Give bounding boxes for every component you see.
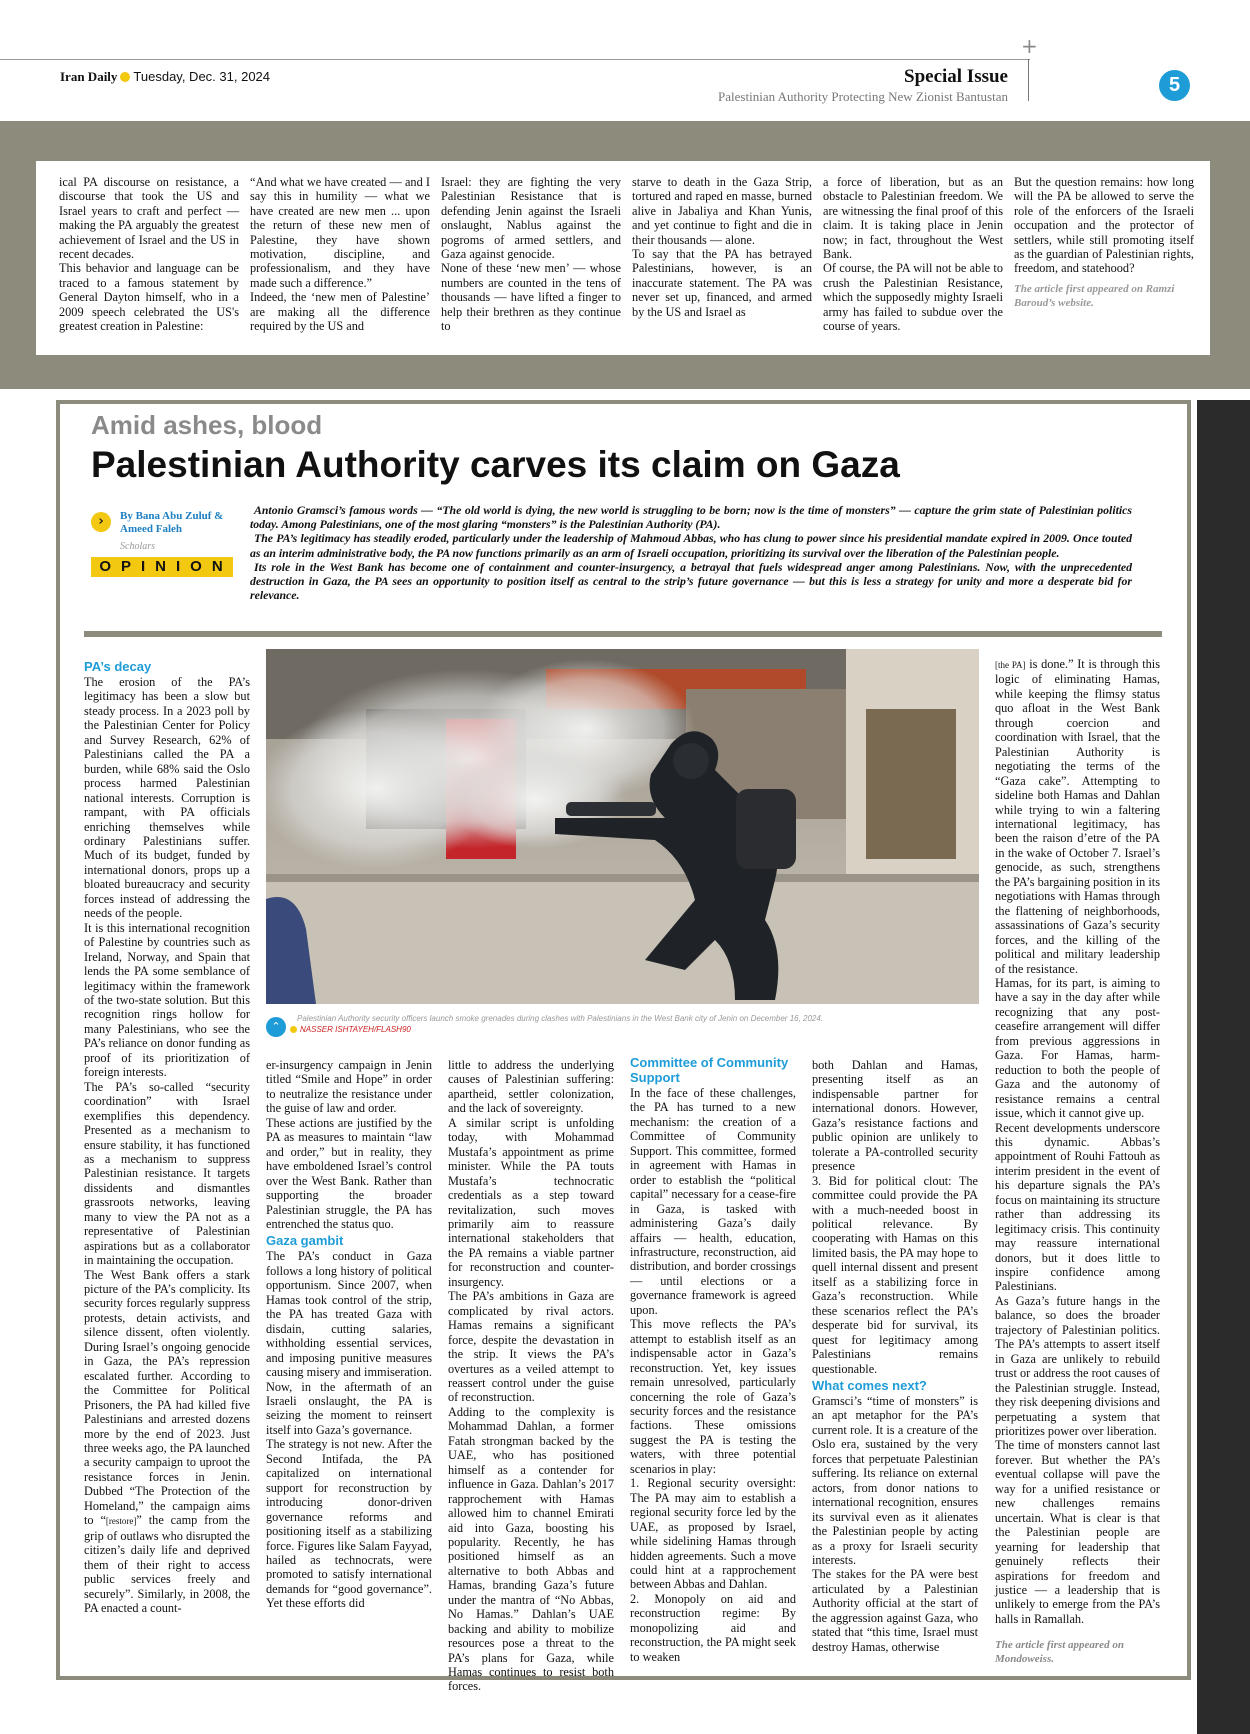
- camera-icon: ⌃: [266, 1017, 286, 1037]
- section-divider: [84, 631, 1162, 637]
- photo-scene: [266, 649, 979, 1004]
- continuation-column: ical PA discourse on resistance, a discourse that took the US and Israel years to craft and perfect — making the PA arguably the greatest achievement of Israel and the US in recent decades. This behavior and language can be traced to a famous statement by General Dayton himself, who in a 2009 speech celebrated the US's greatest creation in Palestine:: [59, 175, 239, 334]
- section-subtitle: Palestinian Authority Protecting New Zionist Bantustan: [718, 89, 1008, 104]
- photo-credit: NASSER ISHTAYEH/FLASH90: [300, 1025, 411, 1034]
- article-column-3: little to address the underlying causes of Palestinian suffering: apartheid, settler colonization, and the lack of sovereignty. A similar script is unfolding today, with Mohammad Mustafa’s appointment as prime minister. While the PA touts Mustafa’s technocratic credentials as a step toward revitalization, such moves primarily aim to reassure international stakeholders that the PA remains a viable partner for reconstruction and counter-insurgency. The PA’s ambitions in Gaza are complicated by rival actors. Hamas remains a significant force, despite the devastation in the strip. It views the PA’s overtures as a veiled attempt to reassert control under the guise of reconstruction. Adding to the complexity is Mohammad Dahlan, a former Fatah strongman backed by the UAE, who has positioned himself as a contender for influence in Gaza. Dahlan’s 2017 rapprochement with Hamas allowed him to channel Emirati aid into Gaza, boosting his popularity. Recently, he has positioned himself as an alternative to both Abbas and Hamas, branding Gaza’s future under the mantra of “No Abbas, No Hamas.” Dahlan’s UAE backing and ability to mobilize resources pose a threat to the PA’s plans for Gaza, while Hamas continues to resist both forces.: [448, 1058, 614, 1694]
- article-credit: The article first appeared on Ramzi Baroud’s website.: [1014, 282, 1175, 309]
- subheading: Committee of Community Support: [630, 1055, 789, 1085]
- author-role: Scholars: [120, 541, 155, 552]
- article-column-5: both Dahlan and Hamas, presenting itself as an indispensable partner for international donors. However, Gaza’s resistance factions and public opinion are unlikely to tolerate a PA-controlled security presence 3. Bid for political clout: The committee could provide the PA with a much-needed boost in political relevance. By cooperating with Hamas on this limited basis, the PA may hope to quell internal dissent and present itself as a stabilizing force in Gaza’s reconstruction. While these scenarios reflect the PA’s desperate bid for survival, its quest for legitimacy among Palestinians remains questionable. What comes next? Gramsci’s “time of monsters” is an apt metaphor for the PA’s current role. It is a creature of the Oslo era, sustained by the very forces that perpetuate Palestinian suffering. Its reliance on external actors, from donor nations to international recognition, ensures its survival even as it alienates the Palestinian people by acting as a proxy for Israeli security interests. The stakes for the PA were best articulated by a Palestinian Authority official at the start of the aggression against Gaza, who stated that “this time, Israel must destroy Hamas, otherwise: [812, 1058, 978, 1654]
- paper-name: Iran Daily: [60, 69, 118, 84]
- page-header: [0, 0, 1250, 120]
- side-bar: [1197, 400, 1250, 1734]
- article-column-6: [the PA] is done.” It is through this logic of eliminating Hamas, while keeping the flimsy status quo afloat in the West Bank through coercion and coordination with Israel, that the Palestinian Authority is negotiating the terms of the “Gaza cake”. Attempting to sideline both Hamas and Dahlan while trying to win a faltering international legitimacy, has been the raison d’etre of the PA in the wake of October 7. Israel’s genocide, as such, strengthens the PA’s bargaining position in its negotiations with Hamas through the flattening of neighborhoods, assassinations of Gaza’s security forces, and the killing of the political and military leadership of the resistance. Hamas, for its part, is aiming to have a say in the day after while recognizing that any post-ceasefire arrangement will differ from previous aggressions in Gaza. For Hamas, harm-reduction to both the people of Gaza and the autonomy of resistance remains a central issue, which it cannot give up. Recent developments underscore this dynamic. Abbas’s appointment of Rouhi Fattouh as interim president in the event of his departure signals the PA’s focus on maintaining its structure rather than addressing its legitimacy crisis. This continuity may reassure international donors, but it does little to inspire confidence among Palestinians. As Gaza’s future hangs in the balance, so does the broader trajectory of Palestinian politics. The PA’s attempts to assert itself in Gaza are unlikely to rebuild trust or address the root causes of the Palestinian struggle. Instead, they risk deepening divisions and perpetuating a system that prioritizes power over liberation. The time of monsters cannot last forever. But whether the PA’s eventual collapse will pave the way for a unified resistance or new challenges remains uncertain. What is clear is that the Palestinian people are yearning for leadership that genuinely reflects their aspirations for freedom and justice — a leadership that is unlikely to emerge from the PA’s halls in Ramallah. The article first appeared on Mondoweiss.: [995, 657, 1160, 1666]
- continuation-box: [36, 161, 1210, 355]
- article-kicker: Amid ashes, blood: [91, 410, 323, 440]
- article-column-1: PA’s decay The erosion of the PA’s legitimacy has been a slow but steady process. In a 2023 poll by the Palestinian Center for Policy and Survey Research, 62% of Palestinians called the PA a burden, while 68% said the Oslo process harmed Palestinian national interests. Corruption is rampant, with PA officials enriching themselves while ordinary Palestinians suffer. Much of its budget, funded by international donors, props up a bloated bureaucracy and security forces instead of addressing the needs of the people. It is this international recognition of Palestine by countries such as Ireland, Norway, and Spain that lends the PA some semblance of legitimacy within the framework of the two-state solution. But this recognition rings hollow for many Palestinians, who see the PA’s reliance on donor funding as proof of its prioritization of foreign interests. The PA’s so-called “security coordination” with Israel exemplifies this dependency. Presented as a mechanism to ensure stability, it has functioned as a mechanism to suppress Palestinian resistance. It targets dissidents and dismantles grassroots networks, leaving many to view the PA not as a representative of Palestinian aspirations but as a collaborator in maintaining the occupation. The West Bank offers a stark picture of the PA’s complicity. Its security forces regularly suppress protests, detain activists, and silence dissent, often violently. During Israel’s ongoing genocide in Gaza, the PA’s repression escalated further. According to the Committee for Political Prisoners, the PA had killed five Palestinians and arrested dozens more by the end of 2023. Just three weeks ago, the PA launched a security campaign to uproot the resistance forces in Jenin. Dubbed “The Protection of the Homeland,” the campaign aims to “[restore]” the camp from the grip of outlaws who disrupted the citizen’s daily life and deprived them of their right to access public services freely and securely”. Similarly, in 2008, the PA enacted a count-: [84, 659, 250, 1615]
- section-title: Special Issue: [904, 66, 1008, 87]
- subheading: Gaza gambit: [266, 1233, 344, 1249]
- article-column-2: er-insurgency campaign in Jenin titled “Smile and Hope” in order to neutralize the resistance under the guise of law and order. These actions are justified by the PA as measures to maintain “law and order,” but in reality, they have emboldened Israel’s control over the West Bank. Rather than supporting the broader Palestinian struggle, the PA has entrenched the status quo. Gaza gambit The PA’s conduct in Gaza follows a long history of political opportunism. Since 2007, when Hamas took control of the strip, the PA has treated Gaza with disdain, cutting salaries, withholding essential services, and imposing punitive measures causing misery and immiseration. Now, in the aftermath of an Israeli onslaught, the PA is seizing the moment to reinsert itself into Gaza’s governance. The strategy is not new. After the Second Intifada, the PA capitalized on international support for reconstruction by introducing donor-driven governance reforms and positioning itself as a stabilizing force. Figures like Salam Fayyad, hailed as technocrats, were promoted to satisfy international demands for “good governance”. Yet these efforts did: [266, 1058, 432, 1611]
- opinion-label: OPINION: [91, 557, 233, 577]
- article-lede: Antonio Gramsci’s famous words — “The old world is dying, the new world is struggling to be born; now is the time of monsters” — capture the grim state of Palestinian politics today. Among Palestinians, one of the most glaring “monsters” is the Palestinian Authority (PA). The PA’s legitimacy has steadily eroded, particularly under the leadership of Mahmoud Abbas, who has clung to power since his presidential mandate expired in 2009. Once touted as an interim administrative body, the PA now functions primarily as an arm of Israeli occupation, prioritizing its survival over the liberation of the Palestinian people. Its role in the West Bank has become one of containment and counter-insurgency, a betrayal that fuels widespread anger among Palestinians. Now, with the unprecedented destruction in Gaza, the PA sees an opportunity to position itself as central to the strip’s future governance — but this is less a strategy for unity and more a desperate bid for relevance.: [250, 503, 1132, 603]
- article-column-4: Committee of Community Support In the face of these challenges, the PA has turned to a new mechanism: the creation of a Committee of Community Support. This committee, formed in agreement with Hamas in order to establish the “political capital” necessary for a cease-fire in Gaza, is tasked with administering Gaza’s daily affairs — health, education, infrastructure, reconstruction, aid distribution, and border crossings — until elections or a governance framework is agreed upon. This move reflects the PA’s attempt to establish itself as an indispensable actor in Gaza’s reconstruction. Yet, key issues remain unresolved, particularly concerning the role of Gaza’s security forces and the resistance factions. These omissions suggest the PA is testing the waters, with three potential scenarios in play: 1. Regional security oversight: The PA may aim to establish a regional security force led by the UAE, as proposed by Israel, while sidelining Hamas through hidden agreements. Such a move could hint at a rapprochement between Abbas and Dahlan. 2. Monopoly on aid and reconstruction regime: By monopolizing aid and reconstruction, the PA might seek to weaken: [630, 1055, 796, 1664]
- continuation-column: Israel: they are fighting the very Palestinian Resistance that is defending Jenin against the Israeli onslaught, Nablus against the pogroms of armed settlers, and Gaza against genocide. None of these ‘new men’ — whose numbers are counted in the tens of thousands — have lifted a finger to help their brethren as they continue to: [441, 175, 621, 334]
- continuation-column: But the question remains: how long will the PA be allowed to serve the role of the enforcers of the Israeli occupation and the protector of settlers, while still promoting itself as the guardian of Palestinian rights, freedom, and statehood? The article first appeared on Ramzi Baroud’s website.: [1014, 175, 1194, 309]
- continuation-column: a force of liberation, but as an obstacle to Palestinian freedom. We are witnessing the final proof of this claim. It is taking place in Jenin now; in fact, throughout the West Bank. Of course, the PA will not be able to crush the Palestinian Resistance, which the supposedly mighty Israeli army has failed to subdue over the course of years.: [823, 175, 1003, 334]
- header-divider: [1028, 59, 1029, 101]
- subheading: What comes next?: [812, 1377, 927, 1393]
- continuation-column: starve to death in the Gaza Strip, tortured and raped en masse, burned alive in Jabaliya and Khan Yunis, and yet continue to fight and die in their thousands — alone. To say that the PA has betrayed Palestinians, however, is an inaccurate statement. The PA was never set up, financed, and armed by the US and Israel as: [632, 175, 812, 319]
- continuation-column: “And what we have created — and I say this in humility — what we have created are new men ... upon the return of these new men of Palestine, they have shown motivation, discipline, and professionalism, and they have made such a difference.” Indeed, the ‘new men of Palestine’ are making all the difference required by the US and: [250, 175, 430, 334]
- article-headline: Palestinian Authority carves its claim on Gaza: [91, 444, 900, 485]
- chevron-right-icon: ›: [91, 512, 111, 532]
- header-rule: [0, 59, 1030, 60]
- issue-date: Tuesday, Dec. 31, 2024: [133, 69, 271, 84]
- photo-caption: Palestinian Authority security officers launch smoke grenades during clashes with Palestinians in the West Bank city of Jenin on December 16, 2024.: [297, 1014, 824, 1023]
- article-photo: [266, 649, 979, 1004]
- article-credit: The article first appeared on Mondoweiss.: [995, 1639, 1124, 1666]
- crop-mark: +: [1021, 34, 1038, 58]
- masthead-dot-icon: [120, 72, 130, 82]
- subheading: PA’s decay: [84, 659, 152, 674]
- masthead: [60, 69, 270, 85]
- page-number: 5: [1159, 70, 1190, 101]
- author-names: By Bana Abu Zuluf & Ameed Faleh: [120, 510, 224, 535]
